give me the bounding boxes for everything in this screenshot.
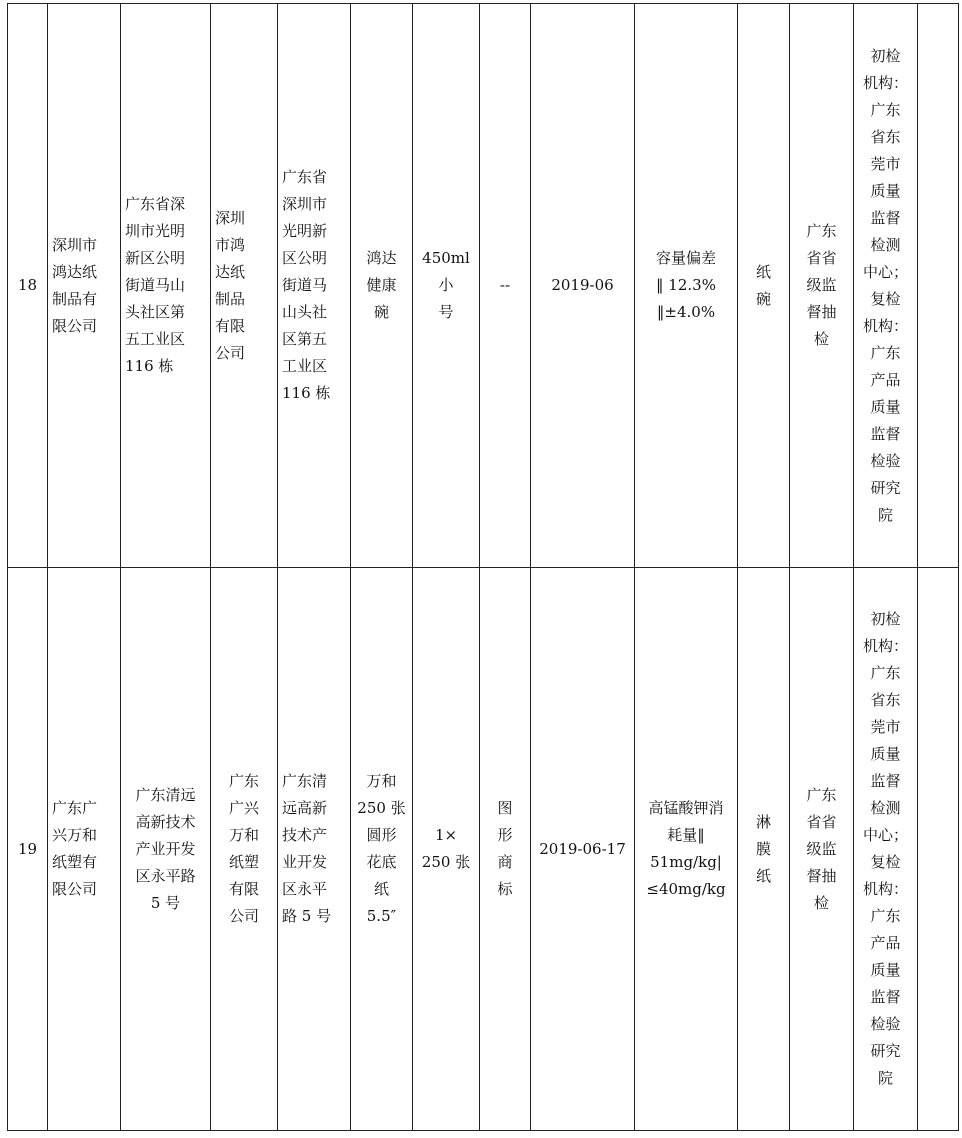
seller-name: 广东 广兴 万和 纸塑 有限 公司 xyxy=(228,772,259,925)
failed-item-cell xyxy=(635,568,738,1131)
producer-address: 广东省深 圳市光明 新区公明 街道马山 头社区第 五工业区 116 栋 xyxy=(125,195,186,375)
seller-address-cell xyxy=(278,4,351,568)
row-number: 18 xyxy=(17,276,38,294)
product-name-cell xyxy=(351,568,413,1131)
product-category: 淋 膜 纸 xyxy=(755,812,771,885)
spec-model: 1× 250 张 xyxy=(421,826,471,871)
product-name-cell xyxy=(351,4,413,568)
spec-model: 450ml 小 号 xyxy=(422,249,470,321)
inspection-agency-cell xyxy=(854,568,918,1131)
producer-address-cell xyxy=(121,568,211,1131)
table-row xyxy=(8,4,959,568)
category-cell xyxy=(738,568,790,1131)
task-source: 广东 省省 级监 督抽 检 xyxy=(806,222,837,348)
seller-name-cell xyxy=(211,568,278,1131)
row-number-cell xyxy=(8,4,48,568)
seller-address: 广东省 深圳市 光明新 区公明 街道马 山头社 区第五 工业区 116 栋 xyxy=(282,168,331,402)
remarks-cell xyxy=(918,4,959,568)
inspection-agency: 初检 机构： 广东 省东 莞市 质量 监督 检测 中心； 复检 机构： 广东 产品 质量 监督 检验 研究 院 xyxy=(862,610,908,1087)
product-category: 纸 碗 xyxy=(755,262,771,308)
production-date-cell xyxy=(531,4,635,568)
trademark-cell xyxy=(480,568,531,1131)
remarks-cell xyxy=(918,568,959,1131)
inspection-agency-cell xyxy=(854,4,918,568)
inspection-agency: 初检 机构： 广东 省东 莞市 质量 监督 检测 中心； 复检 机构： 广东 产品 质量 监督 检验 研究 院 xyxy=(862,46,908,524)
seller-name: 深圳 市鸿 达纸 制品 有限 公司 xyxy=(215,208,246,362)
producer-address-cell xyxy=(121,4,211,568)
trademark-cell xyxy=(480,4,531,568)
task-source-cell xyxy=(790,568,854,1131)
inspection-results-table xyxy=(7,3,959,1131)
producer-name-cell xyxy=(48,4,121,568)
trademark: 图 形 商 标 xyxy=(497,799,513,898)
spec-cell xyxy=(413,568,480,1131)
failed-item-cell xyxy=(635,4,738,568)
production-date-cell xyxy=(531,568,635,1131)
seller-address-cell xyxy=(278,568,351,1131)
producer-address: 广东清远 高新技术 产业开发 区永平路 5 号 xyxy=(135,785,196,912)
product-name: 鸿达 健康 碗 xyxy=(366,249,397,321)
product-name: 万和 250 张 圆形 花底 纸 5.5″ xyxy=(357,772,406,925)
failed-item: 高锰酸钾消 耗量‖ 51mg/kg| ≤40mg/kg xyxy=(646,799,726,898)
row-number-cell xyxy=(8,568,48,1131)
spec-cell xyxy=(413,4,480,568)
table-row xyxy=(8,568,959,1131)
producer-name: 广东广 兴万和 纸塑有 限公司 xyxy=(52,799,98,898)
producer-name-cell xyxy=(48,568,121,1131)
task-source: 广东 省省 级监 督抽 检 xyxy=(806,785,837,912)
category-cell xyxy=(738,4,790,568)
trademark: -- xyxy=(499,276,511,294)
task-source-cell xyxy=(790,4,854,568)
failed-item: 容量偏差 ‖ 12.3% ‖±4.0% xyxy=(655,249,716,321)
seller-address: 广东清 远高新 技术产 业开发 区永平 路 5 号 xyxy=(282,772,332,925)
seller-name-cell xyxy=(211,4,278,568)
producer-name: 深圳市 鸿达纸 制品有 限公司 xyxy=(52,235,98,335)
production-date: 2019-06-17 xyxy=(539,839,626,858)
row-number: 19 xyxy=(17,839,38,858)
production-date: 2019-06 xyxy=(551,276,614,294)
